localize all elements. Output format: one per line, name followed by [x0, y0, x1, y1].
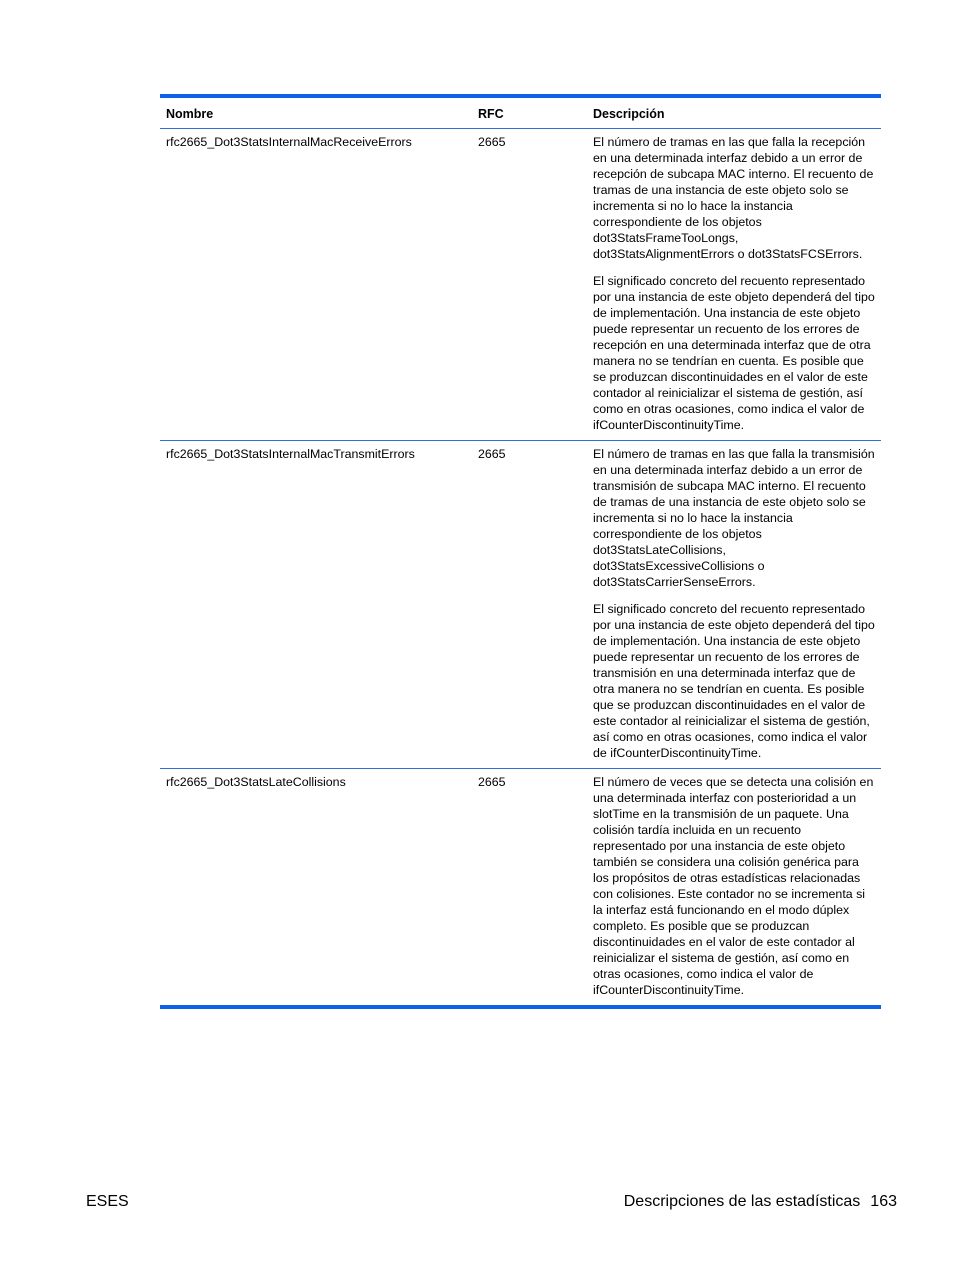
description-paragraph: El significado concreto del recuento representado por una instancia de este objeto dependerá del tipo de implementación. Una instancia de este objeto puede representar un recuento de los errores de transmisión en una determinada interfaz que de otra manera no se tendrían en cuenta. Es posible que se produzcan discontinuidades en el valor de este contador al reinicializar el sistema de gestión, así como en otras ocasiones, como indica el valor de ifCounterDiscontinuityTime.	[593, 602, 875, 760]
row-description	[587, 129, 881, 440]
page-number: 163	[870, 1193, 897, 1210]
row-name: rfc2665_Dot3StatsInternalMacTransmitErrors	[166, 447, 415, 461]
row-name: rfc2665_Dot3StatsInternalMacReceiveErrors	[166, 135, 412, 149]
row-rfc: 2665	[478, 135, 506, 149]
row-rfc: 2665	[478, 775, 506, 789]
table-header	[160, 98, 881, 129]
header-rfc: RFC	[478, 106, 504, 121]
table-row	[160, 129, 881, 441]
row-description	[587, 441, 881, 768]
description-paragraph: El número de tramas en las que falla la recepción en una determinada interfaz debido a un error de recepción de subcapa MAC interno. El recuento de tramas de una instancia de este objeto solo se incrementa si no lo hace la instancia correspondiente de los objetos dot3StatsFrameTooLongs, dot3StatsAlignmentErrors o dot3StatsFCSErrors.	[593, 135, 874, 261]
footer-section-title: Descripciones de las estadísticas	[623, 1193, 861, 1210]
description-paragraph: El significado concreto del recuento representado por una instancia de este objeto dependerá del tipo de implementación. Una instancia de este objeto puede representar un recuento de los errores de recepción en una determinada interfaz que de otra manera no se tendrían en cuenta. Es posible que se produzcan discontinuidades en el valor de este contador al reinicializar el sistema de gestión, así como en otras ocasiones, como indica el valor de ifCounterDiscontinuityTime.	[593, 274, 875, 432]
description-paragraph: El número de tramas en las que falla la transmisión en una determinada interfaz debido a un error de transmisión de subcapa MAC interno. El recuento de tramas de una instancia de este objeto solo se incrementa si no lo hace la instancia correspondiente de los objetos dot3StatsLateCollisions, dot3StatsExcessiveCollisions o dot3StatsCarrierSenseErrors.	[593, 447, 875, 589]
table-row	[160, 769, 881, 1005]
row-name: rfc2665_Dot3StatsLateCollisions	[166, 775, 346, 789]
header-name: Nombre	[166, 106, 214, 121]
statistics-table	[160, 94, 881, 1009]
description-paragraph: El número de veces que se detecta una colisión en una determinada interfaz con posterioridad a un slotTime en la transmisión de un paquete. Una colisión tardía incluida en un recuento representado por una instancia de este objeto también se considera una colisión genérica para los propósitos de otras estadísticas relacionadas con colisiones. Este contador no se incrementa si la interfaz está funcionando en el modo dúplex completo. Es posible que se produzcan discontinuidades en el valor de este contador al reinicializar el sistema de gestión, así como en otras ocasiones, como indica el valor de ifCounterDiscontinuityTime.	[593, 775, 874, 997]
row-rfc: 2665	[478, 447, 506, 461]
footer-locale-code: ESES	[86, 1193, 129, 1210]
row-description	[587, 769, 881, 1005]
footer-section	[624, 1192, 897, 1212]
header-description: Descripción	[593, 106, 665, 121]
table-row	[160, 441, 881, 769]
